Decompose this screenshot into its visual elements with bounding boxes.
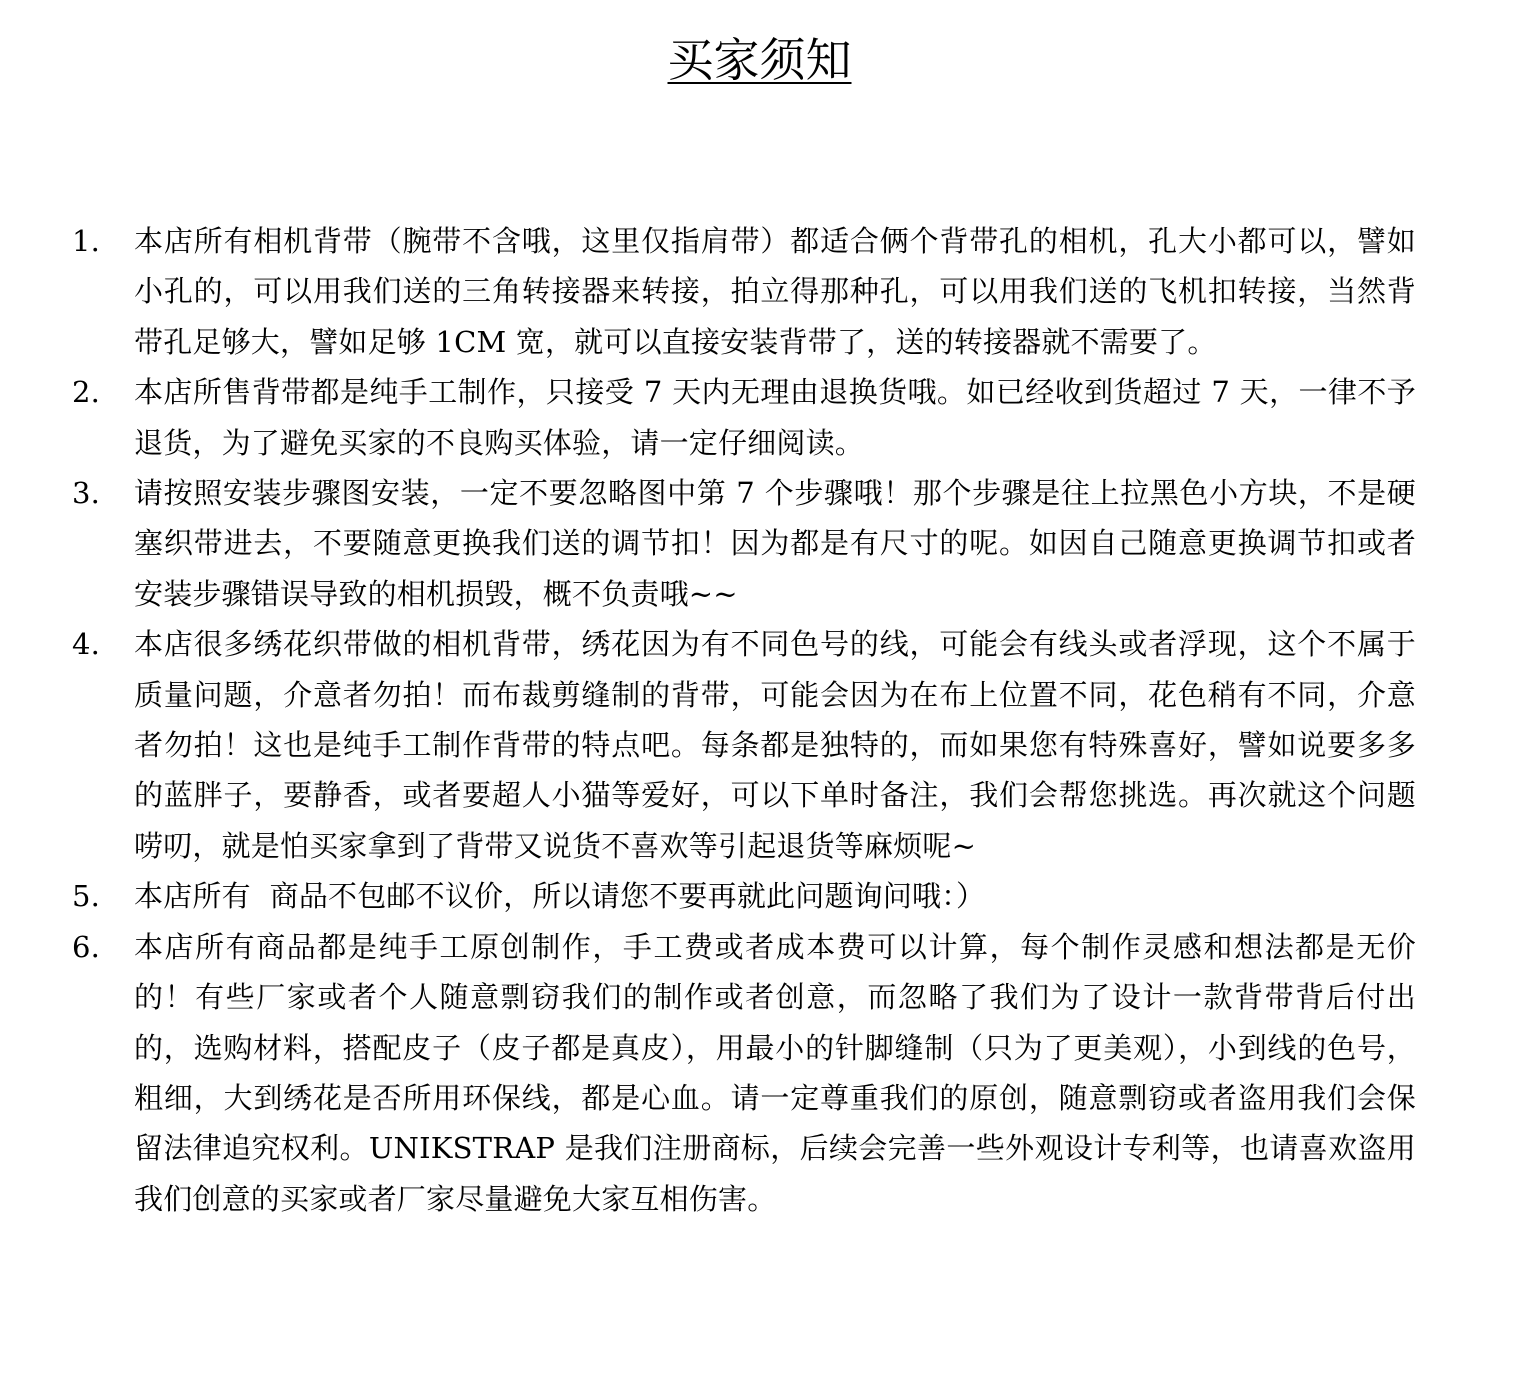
notice-text: 请按照安装步骤图安装，一定不要忽略图中第 7 个步骤哦！那个步骤是往上拉黑色小方块，不是硬塞织带进去，不要随意更换我们送的调节扣！因为都是有尺寸的呢。如因自己随意更换调节扣或者安装步骤错误导致的相机损毁，概不负责哦~~ [134, 476, 1416, 611]
notice-item-3 [0, 468, 1416, 619]
notice-item-5 [0, 871, 1416, 921]
notice-text: 本店所售背带都是纯手工制作，只接受 7 天内无理由退换货哦。如已经收到货超过 7 天，一律不予退货，为了避免买家的不良购买体验，请一定仔细阅读。 [134, 375, 1416, 460]
notice-number: 1. [72, 224, 101, 258]
page-title [0, 30, 1519, 90]
notice-item-1 [0, 216, 1416, 367]
notice-item-4 [0, 619, 1416, 871]
notice-list [0, 216, 1519, 1224]
notice-number: 3. [72, 476, 101, 511]
notice-text: 本店很多绣花织带做的相机背带，绣花因为有不同色号的线，可能会有线头或者浮现，这个不属于质量问题，介意者勿拍！而布裁剪缝制的背带，可能会因为在布上位置不同，花色稍有不同，介意者勿拍！这也是纯手工制作背带的特点吧。每条都是独特的，而如果您有特殊喜好，譬如说要多多的蓝胖子，要静香，或者要超人小猫等爱好，可以下单时备注，我们会帮您挑选。再次就这个问题唠叨，就是怕买家拿到了背带又说货不喜欢等引起退货等麻烦呢~ [134, 627, 1416, 863]
notice-number: 4. [72, 627, 101, 662]
notice-text: 本店所有商品都是纯手工原创制作，手工费或者成本费可以计算，每个制作灵感和想法都是无价的！有些厂家或者个人随意剽窃我们的制作或者创意，而忽略了我们为了设计一款背带背后付出的，选购材料，搭配皮子（皮子都是真皮），用最小的针脚缝制（只为了更美观），小到线的色号，粗细，大到绣花是否所用环保线，都是心血。请一定尊重我们的原创，随意剽窃或者盗用我们会保留法律追究权利。UNIKSTRAP 是我们注册商标，后续会完善一些外观设计专利等，也请喜欢盗用我们创意的买家或者厂家尽量避免大家互相伤害。 [134, 929, 1416, 1216]
notice-text: 本店所有 商品不包邮不议价，所以请您不要再就此问题询问哦：） [134, 879, 986, 914]
notice-item-2 [0, 367, 1416, 468]
notice-number: 2. [72, 375, 101, 410]
notice-number: 5. [72, 879, 101, 914]
notice-item-6 [0, 922, 1416, 1224]
notice-text: 本店所有相机背带（腕带不含哦，这里仅指肩带）都适合俩个背带孔的相机，孔大小都可以，譬如小孔的，可以用我们送的三角转接器来转接，拍立得那种孔，可以用我们送的飞机扣转接，当然背带孔足够大，譬如足够 1CM 宽，就可以直接安装背带了，送的转接器就不需要了。 [134, 224, 1416, 359]
notice-number: 6. [72, 929, 101, 964]
page-title-text: 买家须知 [667, 33, 852, 87]
